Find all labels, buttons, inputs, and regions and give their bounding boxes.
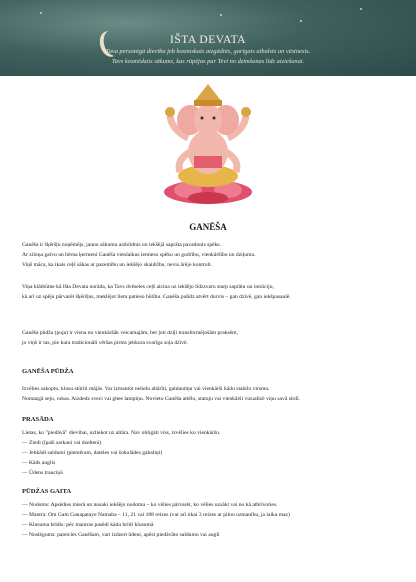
ganesha-illustration (158, 80, 258, 208)
section-heading-prasada: PRASĀDA (22, 416, 54, 423)
star-decoration (40, 12, 42, 14)
prasada-item: — Jebkādi saldumi (piemēram, dateles vai šokolādes gabaliņi) (22, 450, 163, 456)
star-decoration (220, 14, 222, 16)
gaita-step: — Mantra: Om Gam Ganapataye Namaha – 11, 21 vai 108 reizes (var arī tikai 3 reizes ar pilnu uzmanību, ja laika maz) (22, 512, 290, 518)
prasada-item: — Kāds auglis (22, 460, 56, 466)
paragraph-line: kā arī uz spēju pārvarēt šķēršļus, meklējot lietu patieso būtību. Ganēša palīdz atvērt durvis – gan dzīvē, gan iekšpasaulē. (22, 294, 291, 300)
star-decoration (360, 8, 362, 10)
section-heading-puja: GANĒŠA PŪDŽA (22, 368, 74, 375)
puja-line: Izvēlies sakoptu, klusu stūrīti mājās. Var izmantot nelielu altārīti, galdautiņu vai vienkārši kādu stabilu virsmu. (22, 386, 270, 392)
deity-title: GANĒŠA (189, 222, 227, 232)
star-decoration (300, 20, 302, 22)
paragraph-line: Ganēša pūdža (puja) ir viena no vienkāršāk veicamajām, bet ļoti dziļi transformējošām praksēm, (22, 330, 238, 336)
prasada-item: — Ūdens trauciņā (22, 470, 63, 476)
prasada-line: Lietas, ko "piedāvā" dievībai, uzliekot uz altāra. Nav obligāti viss, izvēlies ko vienkāršu. (22, 430, 221, 436)
intro-line: Viņš māca, ka ikais ceļš sākas ar pazemību un iekšējo skaidrību, nevis ārējo kontroli. (22, 262, 213, 268)
prasada-item: — Ziedi (īpaši sarkani vai dzelteni) (22, 440, 102, 446)
banner-subtitle: Tavs kosmiskais sākums, kas rūpējas par Tevi no dzimšanas līdz aiziešanai. (111, 58, 305, 65)
banner-subtitle: Tava personīgā dievība jeb kosmiskais aizgādnis, garīgais atbalsts un vēstnesis. (105, 48, 311, 55)
section-heading-gaita: PŪDŽAS GAITA (22, 488, 72, 495)
paragraph-line: Viņa klātbūtne kā Išta Devata norāda, ka Tavs dvēseles ceļš aicina uz iekšējo līdzsvaru starp saprātu un intuīciju, (22, 284, 274, 290)
gaita-step: — Noslēgums: pateicies Ganēšam, vari izdzert ūdeni, apēst piedāvāto saldumu vai augli (22, 532, 220, 538)
gaita-step: — Nodoms: Apsēdies mierā un nosaki iekšējo nodomu – ko vēlies pārvarēt, ko vēlies uzsākt vai no kā atbrīvoties. (22, 502, 278, 508)
banner-title: IŠTA DEVATA (170, 34, 246, 46)
puja-line: Nomazgā seju, rokas. Aizdedz sveci vai ghee lampiņu. Novieto Ganēša attēlu, statuju vai vienkārši vizualizē viņu savā sirdī. (22, 396, 301, 402)
header-banner (0, 0, 416, 76)
intro-line: Ar ziloņa galvu un bērna ķermeni Ganēša vienlaikus iemieso spēku un gudrību, vienkāršību un dziļumu. (22, 252, 256, 258)
intro-line: Ganēša ir šķēršļu noņēmējs, jaunu sākumu aizbildnis un iekšējā saprāta pavadonis spēks. (22, 242, 221, 248)
paragraph-line: jo viņš ir tas, pie kura tradicionāli vēršas pirms jebkura svarīga soļa dzīvē. (22, 340, 188, 346)
gaita-step: — Klusuma brīdis: pēc mantras pasēdi kādu brīdi klusumā (22, 522, 154, 528)
